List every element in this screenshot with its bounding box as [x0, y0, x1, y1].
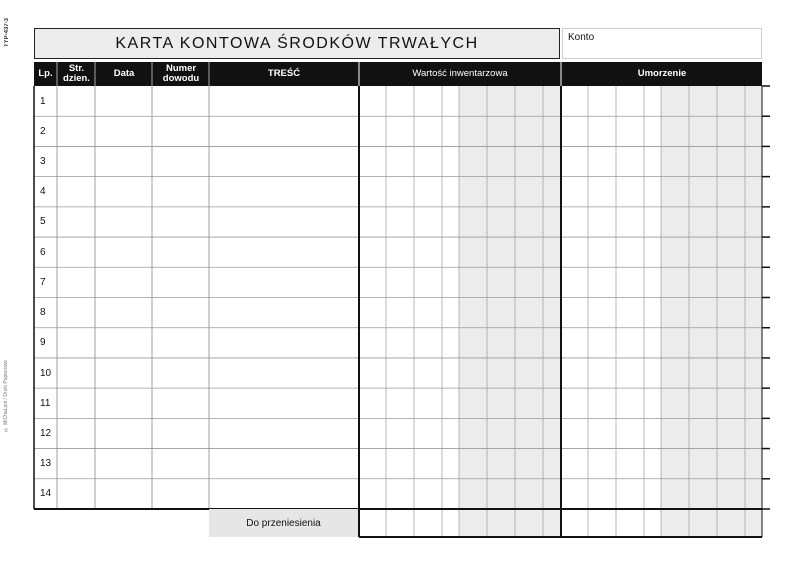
header-tresc: TREŚĆ [267, 68, 301, 79]
row-number: 9 [40, 337, 46, 349]
row-number: 13 [40, 458, 52, 470]
side-copyright: © MiChaLpol / Druki Papierowe [3, 360, 9, 433]
row-number: 10 [40, 367, 52, 379]
header-numer-dowodu: Numer dowodu [162, 63, 200, 84]
carry-umorzenie-shade [661, 509, 762, 537]
carry-over-label: Do przeniesienia [209, 509, 358, 537]
header-umorzenie: Umorzenie [637, 68, 687, 79]
header-lp: Lp. [38, 68, 53, 79]
row-number: 7 [40, 276, 46, 288]
header-wartosc-inwentarzowa: Wartość inwentarzowa [412, 68, 508, 79]
row-number: 8 [40, 307, 46, 319]
form-code: TYP-437-3 [4, 18, 10, 48]
konto-label: Konto [568, 32, 595, 43]
form-title: KARTA KONTOWA ŚRODKÓW TRWAŁYCH [34, 28, 560, 59]
header-data: Data [113, 68, 135, 79]
row-number: 2 [40, 125, 46, 137]
row-number: 12 [40, 427, 52, 439]
row-number: 1 [40, 95, 46, 107]
row-number: 11 [40, 397, 51, 409]
carry-wartosc-shade [459, 509, 560, 537]
row-number: 4 [40, 186, 46, 198]
header-str-dzien: Str. dzien. [63, 63, 90, 84]
row-number: 14 [40, 488, 52, 500]
row-number: 3 [40, 156, 46, 168]
row-number: 6 [40, 246, 46, 258]
row-number: 5 [40, 216, 46, 228]
